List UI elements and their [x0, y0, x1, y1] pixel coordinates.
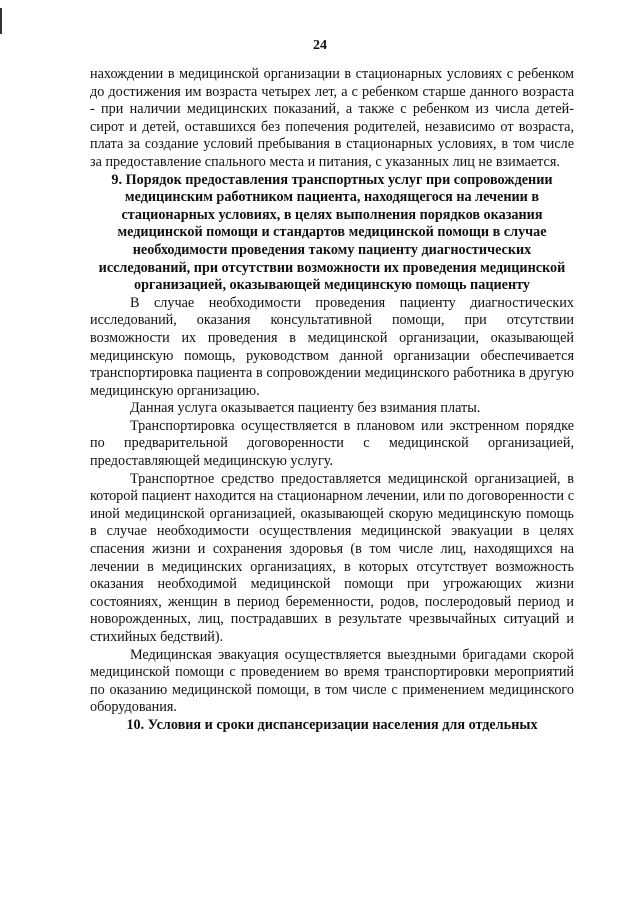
section-9-paragraph: Транспортировка осуществляется в плановом или экстренном порядке по предварительной договоренности с медицинской организацией, предоставляющей медицинскую услугу.	[90, 417, 574, 470]
scan-edge-mark	[0, 8, 2, 34]
section-10-heading: 10. Условия и сроки диспансеризации населения для отдельных	[126, 716, 538, 733]
section-9-paragraph: Медицинская эвакуация осуществляется выездными бригадами скорой медицинской помощи с проведением во время транспортировки мероприятий по оказанию медицинской помощи, в том числе с применением медицинского оборудования.	[90, 646, 574, 716]
intro-paragraph: нахождении в медицинской организации в стационарных условиях с ребенком до достижения им возраста четырех лет, а с ребенком старше данного возраста - при наличии медицинских показаний, а также с ребенком из числа детей-сирот и детей, оставшихся без попечения родителей, независимо от возраста, плата за создание условий пребывания в стационарных условиях, в том числе за предоставление спального места и питания, с указанных лиц не взимается.	[90, 66, 574, 170]
section-9-paragraph: Транспортное средство предоставляется медицинской организацией, в которой пациент находится на стационарном лечении, или по договоренности с иной медицинской организацией, оказывающей скорую медицинскую помощь в случае необходимости осуществления медицинской эвакуации в целях спасения жизни и сохранения здоровья (в том числе лиц, находящихся на лечении в медицинских организациях, в которых отсутствует возможность оказания необходимой медицинской помощи при угрожающих жизни состояниях, женщин в период беременности, родов, послеродовый период и новорожденных, лиц, пострадавших в результате чрезвычайных ситуаций и стихийных бедствий).	[90, 470, 574, 645]
section-9-heading: 9. Порядок предоставления транспортных услуг при сопровождении медицинским работником пациента, находящегося на лечении в стационарных условиях, в целях выполнения порядков оказания медицинской помощи и стандартов медицинской помощи в случае необходимости проведения такому пациенту диагностических исследований, при отсутствии возможности их проведения медицинской организацией, оказывающей медицинскую помощь пациенту	[98, 171, 566, 294]
page-number: 24	[313, 38, 327, 53]
section-9-paragraph: В случае необходимости проведения пациенту диагностических исследований, оказания консультативной помощи, при отсутствии возможности их проведения в медицинской организации, оказывающей медицинскую помощь, руководством данной организации обеспечивается транспортировка пациента в сопровождении медицинского работника в другую медицинскую организацию.	[90, 294, 574, 399]
page-content	[90, 66, 574, 735]
section-9-paragraph: Данная услуга оказывается пациенту без взимания платы.	[130, 400, 481, 417]
